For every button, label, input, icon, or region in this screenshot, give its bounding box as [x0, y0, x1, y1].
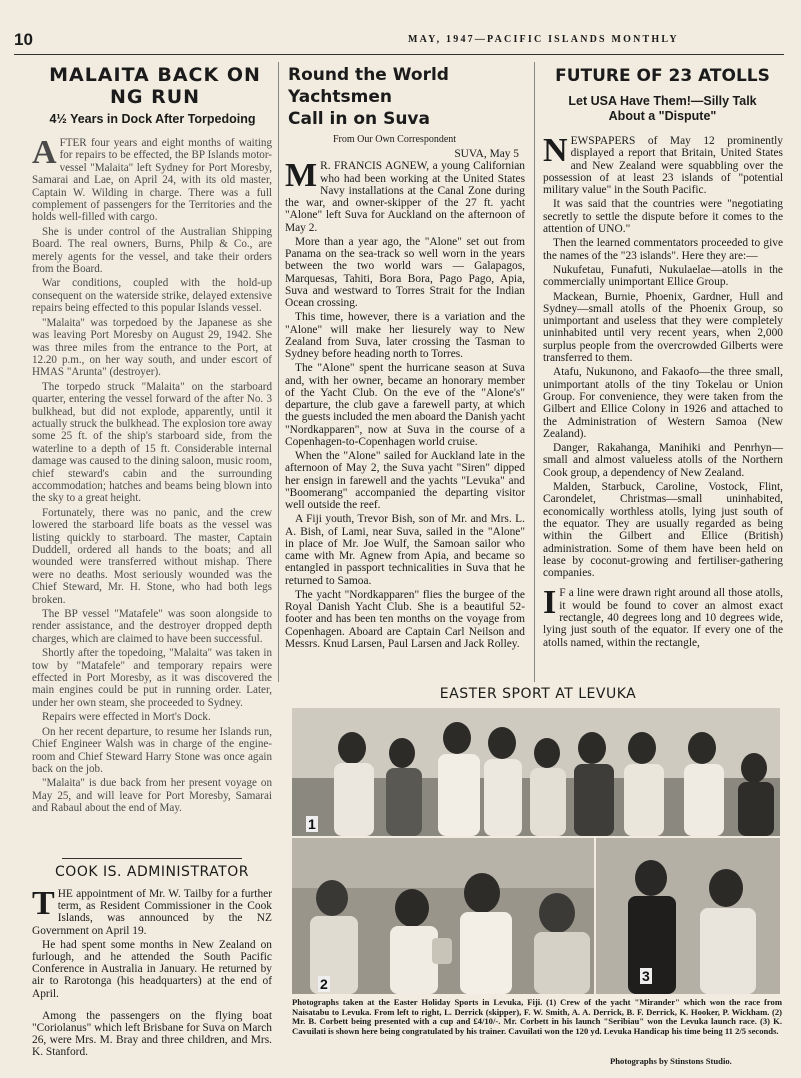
paragraph: R. FRANCIS AGNEW, a young Californian who had been working at the United States Navy installations at the Canal Zone during the war, and owner-skipper of the 27 ft. yacht "Alone" left Suva for Auckland on the afternoon of May 2.: [285, 160, 525, 234]
paragraph: Shortly after the topedoing, "Malaita" was taken in tow by "Matafele" and temporary repairs were effected in Port Moresby, as it was discovered the main engines could be put in running order. Later, under her own steam, she proceeded to Sydney.: [32, 647, 272, 709]
drop-cap: N: [543, 132, 568, 169]
drop-cap: A: [32, 134, 57, 171]
section-rule: [62, 858, 242, 859]
photo-number: 2: [320, 976, 328, 992]
paragraph: Fortunately, there was no panic, and the crew lowered the starboard life boats as the vessel was listing quickly to starboard. The master, Captain Duddell, ordered all hands to the boats; and all wounded were transferred without mishap. There were no deaths. Most seriously wounded was the Chief Steward, Mr. H. Stone, who had both legs broken.: [32, 506, 272, 606]
paragraph: The yacht "Nordkapparen" flies the burgee of the Royal Danish Yacht Club. She is a beautiful 52-footer and has been ten months on the voyage from Copenhagen. Aboard are Captain Carl Neilson and Messrs. Knud Larsen, Paul Larsen and Jack Rolley.: [285, 588, 525, 650]
paragraph: Repairs were effected in Mort's Dock.: [42, 711, 211, 724]
article-yacht-body: [285, 148, 525, 652]
paragraph: This time, however, there is a variation and the "Alone" will make her liesurely way to New Zealand from Suva, later crossing the Tasman to Sydney before heading north to Torres.: [285, 311, 525, 360]
paragraph: HE appointment of Mr. W. Tailby for a further term, as Resident Commissioner in the Cook Islands, was announced by the NZ Government on April 19.: [32, 888, 272, 937]
paragraph: It was said that the countries were "negotiating secretly to settle the dispute before it comes to the attention of UNO.": [543, 198, 783, 236]
paragraph: Danger, Rakahanga, Manihiki and Penrhyn—small and almost valueless atolls of the Northern Cook group, a dependency of New Zealand.: [543, 442, 783, 479]
photo-number: 3: [642, 968, 650, 984]
photo-yacht-crew: [292, 708, 780, 836]
photo-credit: Photographs by Stinstons Studio.: [610, 1056, 732, 1066]
article-atolls-body: [543, 132, 783, 651]
photo-number: 1: [308, 816, 316, 832]
paragraph: When the "Alone" sailed for Auckland late in the afternoon of May 2, the Suva yacht "Siren" dipped her ensign in farewell and the yachts "Levuka" and "Boomerang" accompanied the departing visitor well outside the reef.: [285, 450, 525, 511]
dateline: SUVA, May 5: [454, 148, 519, 160]
header-rule: [14, 54, 784, 55]
drop-cap: M: [285, 157, 318, 195]
article-cook-title: COOK IS. ADMINISTRATOR: [55, 864, 249, 880]
paragraph: More than a year ago, the "Alone" set out from Panama on the sea-track so well worn in the years between the two world wars — Galapagos, Marquesas, Tahiti, Bora Bora, Pago Pago, Apia, Suva and westward to Torres Strait for the Indian Ocean crossing.: [285, 235, 525, 309]
paragraph: FTER four years and eight months of waiting for repairs to be effected, the BP Islands motor-vessel "Malaita" left Sydney for Port Moresby, Samarai and Lae, on April 24, with its old master, Captain W. Wilding in charge. There was a full complement of passengers for the Territories and the holds well-filled with cargo.: [32, 137, 272, 224]
article-atolls-title: FUTURE OF 23 ATOLLS: [555, 66, 770, 86]
drop-cap: I: [543, 584, 557, 622]
article-cook-body: [32, 885, 272, 1061]
paragraph: He had spent some months in New Zealand on furlough, and he attended the South Pacific Conference in Australia in January. He returned by air to Rarotonga (his headquarters) at the end of April.: [32, 938, 272, 1000]
column-divider: [534, 62, 535, 682]
byline: From Our Own Correspondent: [333, 134, 457, 145]
title-line: Round the World: [288, 65, 449, 85]
article-malaita-title: [40, 64, 270, 108]
paragraph: Among the passengers on the flying boat "Coriolanus" which left Brisbane for Suva on March 26, were Mrs. M. Bray and three children, and Mrs. K. Stanford.: [32, 1009, 272, 1059]
paragraph: Atafu, Nukunono, and Fakaofo—the three small, unimportant atolls of the tiny Tokelau or Union Group. For convenience, they were taken from the Gilbert and Ellice Colony in 1926 and attached to the Administration of Western Samoa (New Zealand).: [543, 366, 783, 440]
cup-photo-illustration: [292, 838, 594, 994]
crew-photo-illustration: [292, 708, 780, 836]
photo-launch-cup: [292, 838, 594, 994]
paragraph: War conditions, coupled with the hold-up consequent on the waterside strike, delayed extensive repairs being effected to this popular Islands vessel.: [32, 277, 272, 315]
title-line: Call in on Suva: [288, 109, 430, 129]
photo-caption: Photographs taken at the Easter Holiday Sports in Levuka, Fiji. (1) Crew of the yacht "Mirander" which won the race from Naisatabu to Levuka. From left to right, L. Derrick (skipper), F. W. Smith, A. A. Derrick, B. F. Derrick, K. Hooker, P. Wickham. (2) Mr. B. Corbett being presented with a cup and £4/10/-. Mr. Corbett in his launch "Seribiau" won the Levuka launch race. (3) K. Cavuilati is shown here being congratulated by his trainer. Cavuilati won the 120 yd. Levuka Handicap his time being 11 2/5 seconds.: [292, 997, 782, 1036]
column-divider: [278, 62, 279, 682]
title-line: NG RUN: [109, 86, 201, 108]
subtitle-line: About a "Dispute": [608, 109, 717, 123]
photo-feature-title: EASTER SPORT AT LEVUKA: [439, 686, 637, 702]
drop-cap: T: [32, 885, 55, 922]
article-malaita-body: [32, 134, 272, 817]
subtitle-line: Let USA Have Them!—Silly Talk: [568, 94, 757, 108]
paragraph: EWSPAPERS of May 12 prominently displayed a report that Britain, United States and New Zealand were squabbling over the possession of at least 23 islands of "potential military value" in the South Pacific.: [543, 135, 783, 197]
paragraph: "Malaita" is due back from her present voyage on May 25, and will leave for Port Moresby, Samarai and Rabaul about the end of May.: [32, 777, 272, 815]
paragraph: Nukufetau, Funafuti, Nukulaelae—atolls in the commercially unimportant Ellice Group.: [543, 263, 783, 289]
article-yacht-title: [288, 64, 528, 130]
paragraph: The torpedo struck "Malaita" on the starboard quarter, entering the vessel forward of the after No. 3 bulkhead, but did not explode, apparently, until it actually struck the bulkhead. The explosion tore away some 25 ft. of the ship's starboard side, from the waterline to a depth of 15 ft. Considerable internal damage was caused to the dining saloon, music room, chief steward's cabin and the surrounding accommodation; hatches and beams being blown into the sky to a great height.: [32, 380, 272, 505]
paragraph: On her recent departure, to resume her Islands run, Chief Engineer Walsh was in charge of the engine-room and Chief Steward Harry Stone was once again back on the job.: [32, 725, 272, 775]
article-malaita-subtitle: 4½ Years in Dock After Torpedoing: [49, 112, 256, 126]
photo-runner: [596, 838, 780, 994]
paragraph: A Fiji youth, Trevor Bish, son of Mr. and Mrs. L. A. Bish, of Lami, near Suva, sailed in the "Alone" in place of Mr. Joe Wulf, the Samoan sailor who came with Mr. Agnew from Apia, and became so entangled in passport technicalities in Suva that he returned to Samoa.: [285, 513, 525, 587]
title-line: MALAITA BACK ON: [49, 64, 261, 86]
paragraph: Mackean, Burnie, Phoenix, Gardner, Hull and Sydney—small atolls of the Phoenix Group, so unimportant and useless that they were completely uninhabited until very recent years, when 2,000 surplus people from the overcrowded Gilberts were transferred to them.: [543, 290, 783, 365]
paragraph: F a line were drawn right around all those atolls, it would be found to cover an almost exact rectangle, 40 degrees long and 10 degrees wide, lying just south of the equator. If every one of the atolls named, within the rectangle,: [543, 587, 783, 649]
paragraph: She is under control of the Australian Shipping Board. The real owners, Burns, Philp & Co., are merely agents for the vessel, and take their orders from the Board.: [32, 225, 272, 276]
article-atolls-subtitle: [540, 94, 785, 124]
paragraph: Then the learned commentators proceeded to give the names of the "23 islands". Here they are:—: [543, 237, 783, 262]
publication-header: MAY, 1947—PACIFIC ISLANDS MONTHLY: [408, 34, 679, 45]
title-line: Yachtsmen: [288, 87, 392, 107]
paragraph: The BP vessel "Matafele" was soon alongside to render assistance, and the destroyer dropped depth charges, which are claimed to have been successful.: [32, 608, 272, 645]
runner-photo-illustration: [596, 838, 780, 994]
paragraph: Malden, Starbuck, Caroline, Vostock, Flint, Carondelet, Christmas—small uninhabited, economically worthless atolls, lying just south of the equator. They are usually regarded as being within the Gilbert and Ellice (British) administration. Some of them have been held on lease by coconut-growing and fertiliser-gathering companies.: [543, 481, 783, 580]
page-number: 10: [14, 30, 33, 49]
paragraph: The "Alone" spent the hurricane season at Suva and, with her owner, became an honorary member of the Yacht Club. On the eve of the "Alone's" departure, the club gave a farewell party, at which the guests included the men aboard the Danish yacht "Nordkapparen", now at Suva in the course of a Copenhagen-to-Copenhagen world cruise.: [285, 362, 525, 448]
paragraph: "Malaita" was torpedoed by the Japanese as she was leaving Port Moresby on August 29, 1942. She was three miles from the entrance to the Port, at 12.20 p.m., on her way south, and under escort of HMAS "Arunta" (destroyer).: [32, 316, 272, 379]
